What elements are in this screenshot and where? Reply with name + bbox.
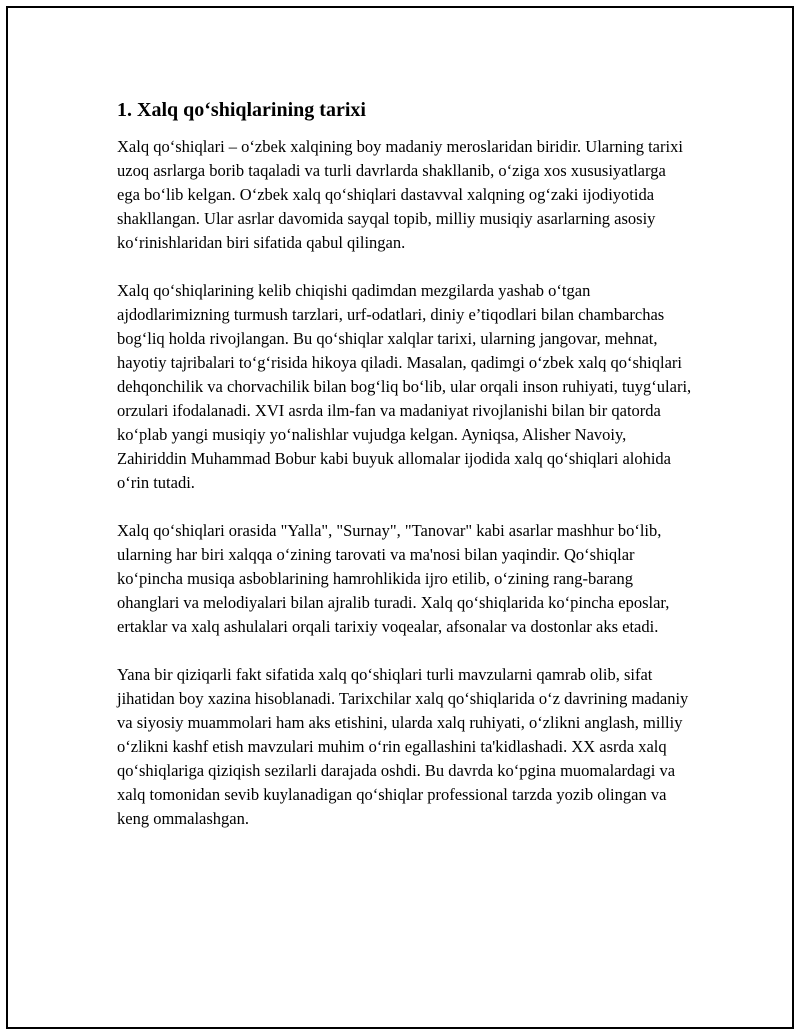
paragraph-3: Xalq qo‘shiqlari orasida "Yalla", "Surnay", "Tanovar" kabi asarlar mashhur bo‘lib, ularning har biri xalqqa o‘zining tarovati va ma'nosi bilan yaqindir. Qo‘shiqlar ko‘pincha musiqa asboblarining hamrohlikida ijro etilib, o‘zining rang-barang ohanglari va melodiyalari bilan ajralib turadi. Xalq qo‘shiqlarida ko‘pincha eposlar, ertaklar va xalq ashulalari orqali tarixiy voqealar, afsonalar va dostonlar aks etadi. xyxy=(117,521,670,636)
paragraph-1: Xalq qo‘shiqlari – o‘zbek xalqining boy madaniy meroslaridan biridir. Ularning tarixi uzoq asrlarga borib taqaladi va turli davrlarda shakllanib, o‘ziga xos xususiyatlarga ega bo‘lib kelgan. O‘zbek xalq qo‘shiqlari dastavval xalqning og‘zaki ijodiyotida shakllangan. Ular asrlar davomida sayqal topib, milliy musiqiy asarlarning asosiy ko‘rinishlaridan biri sifatida qabul qilingan. xyxy=(117,137,683,252)
document-page xyxy=(6,6,794,1029)
section-title: 1. Xalq qo‘shiqlarining tarixi xyxy=(117,99,366,121)
paragraph-2: Xalq qo‘shiqlarining kelib chiqishi qadimdan mezgilarda yashab o‘tgan ajdodlarimizning turmush tarzlari, urf-odatlari, diniy e’tiqodlari bilan chambarchas bog‘liq holda rivojlangan. Bu qo‘shiqlar xalqlar tarixi, ularning jangovar, mehnat, hayotiy tajribalari to‘g‘risida hikoya qiladi. Masalan, qadimgi o‘zbek xalq qo‘shiqlari dehqonchilik va chorvachilik bilan bog‘liq bo‘lib, ular orqali inson ruhiyati, tuyg‘ulari, orzulari ifodalanadi. XVI asrda ilm-fan va madaniyat rivojlanishi bilan bir qatorda ko‘plab yangi musiqiy yo‘nalishlar vujudga kelgan. Ayniqsa, Alisher Navoiy, Zahiriddin Muhammad Bobur kabi buyuk allomalar ijodida xalq qo‘shiqlari alohida o‘rin tutadi. xyxy=(117,281,692,492)
document-body xyxy=(117,96,692,855)
paragraph-4: Yana bir qiziqarli fakt sifatida xalq qo‘shiqlari turli mavzularni qamrab olib, sifat jihatidan boy xazina hisoblanadi. Tarixchilar xalq qo‘shiqlarida o‘z davrining madaniy va siyosiy muammolari ham aks etishini, ularda xalq ruhiyati, o‘zlikni anglash, milliy o‘zlikni kashf etish mavzulari muhim o‘rin egallashini ta'kidlashadi. XX asrda xalq qo‘shiqlariga qiziqish sezilarli darajada oshdi. Bu davrda ko‘pgina muomalardagi va xalq tomonidan sevib kuylanadigan qo‘shiqlar professional tarzda yozib olingan va keng ommalashgan. xyxy=(117,665,689,828)
